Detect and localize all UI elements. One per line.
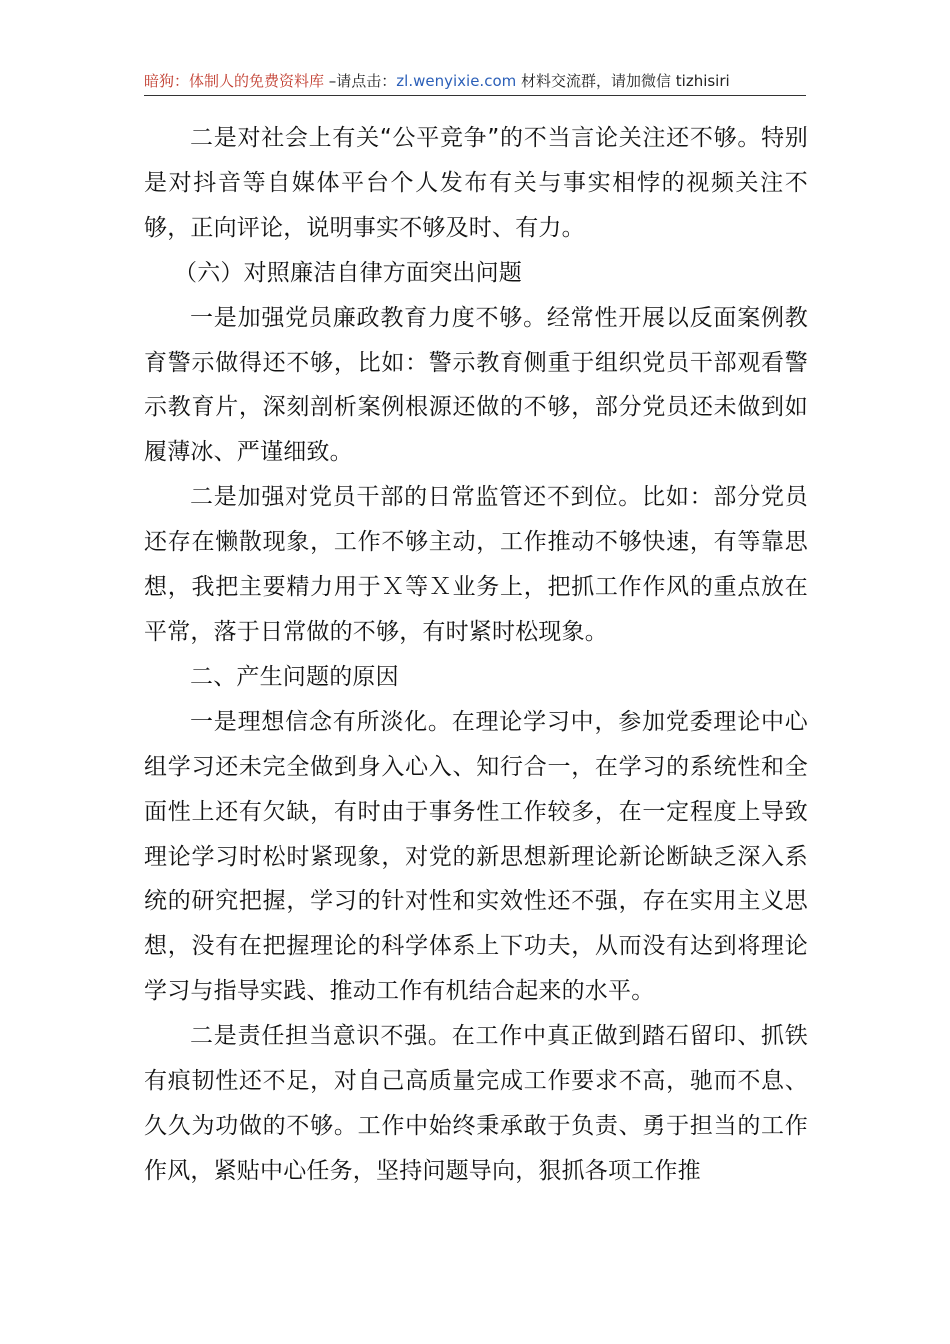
paragraph-2: 一是加强党员廉政教育力度不够。经常性开展以反面案例教育警示做得还不够，比如：警示教育侧重于组织党员干部观看警示教育片，深刻剖析案例根源还做的不够，部分党员还未做到如履薄冰、严谨细致。 [144,304,808,466]
paragraph-3: 二是加强对党员干部的日常监管还不到位。比如：部分党员还存在懒散现象，工作不够主动，工作推动不够快速，有等靠思想，我把主要精力用于Ｘ等Ｘ业务上，把抓工作作风的重点放在平常，落于日常做的不够，有时紧时松现象。 [144,484,808,645]
paragraph-5: 二是责任担当意识不强。在工作中真正做到踏石留印、抓铁有痕韧性还不足，对自己高质量完成工作要求不高，驰而不息、久久为功做的不够。工作中始终秉承敢于负责、勇于担当的工作作风，紧贴中心任务，坚持问题导向，狠抓各项工作推 [144,1023,808,1184]
paragraph-1: 二是对社会上有关“公平竞争”的不当言论关注还不够。特别是对抖音等自媒体平台个人发布有关与事实相悖的视频关注不够，正向评论，说明事实不够及时、有力。 [144,125,808,241]
paragraph-4: 一是理想信念有所淡化。在理论学习中，参加党委理论中心组学习还未完全做到身入心入、知行合一，在学习的系统性和全面性上还有欠缺，有时由于事务性工作较多，在一定程度上导致理论学习时松时紧现象，对党的新思想新理论新论断缺乏深入系统的研究把握，学习的针对性和实效性还不强，存在实用主义思想，没有在把握理论的科学体系上下功夫，从而没有达到将理论学习与指导实践、推动工作有机结合起来的水平。 [144,708,808,1005]
section-subheading: （六）对照廉洁自律方面突出问题 [174,259,522,286]
header-contact: 材料交流群，请加微信 tizhisiri [516,72,730,90]
header-divider [144,95,806,96]
page-header [144,70,806,94]
header-link[interactable]: zl.wenyixie.com [396,72,517,90]
header-brand: 暗狗：体制人的免费资料库 [144,72,325,90]
document-body [144,116,808,1194]
section-heading: 二、产生问题的原因 [190,663,399,690]
header-click-prefix: –请点击： [324,72,397,90]
